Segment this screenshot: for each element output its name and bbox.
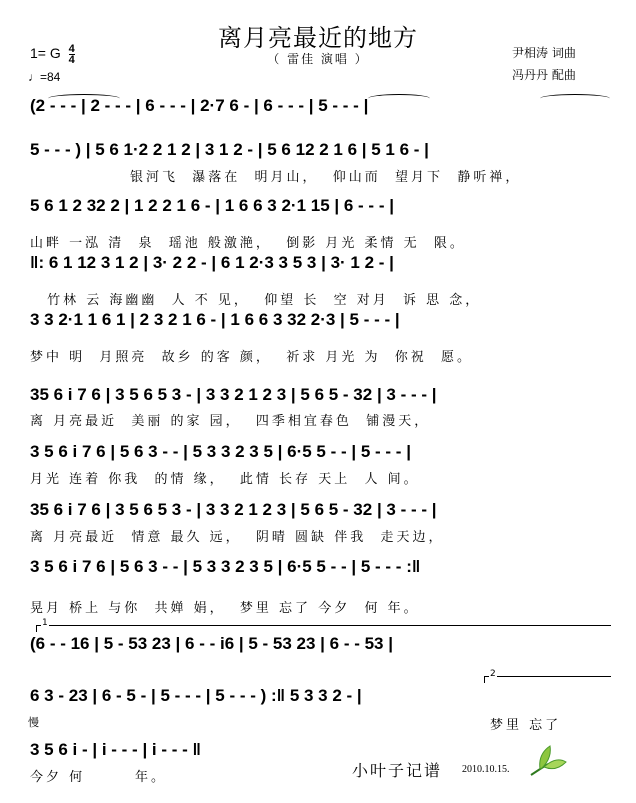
arranger: 冯丹丹 配曲: [512, 68, 576, 82]
lyric-line-7: 月光 连着 你我 的情 缘， 此情 长存 天上 人 间。: [30, 472, 420, 487]
notation-line-10: [30, 634, 610, 658]
notation-text: 3 5 6 i - | i - - - | i - - - ‖: [30, 740, 201, 759]
lyric-line-5: 梦中 明 月照亮 故乡 的客 颜， 祈求 月光 为 你祝 愿。: [30, 350, 473, 365]
quarter-note-icon: ♩: [28, 70, 40, 84]
lyric-line-2: 银河飞 瀑落在 明月山， 仰山而 望月下 静听禅，: [130, 170, 522, 185]
tempo-marking: [28, 70, 60, 84]
notation-line-4: [30, 253, 610, 277]
tie-arc: [368, 94, 430, 103]
notation-text: ‖: 6 1 12 3 1 2 | 3· 2 2 - | 6 1 2·3 3 5 3 | 3· 1 2 - |: [30, 253, 394, 272]
key-label: 1= G: [30, 45, 61, 62]
lyricist-composer: 尹相涛 词曲: [512, 46, 576, 60]
notation-line-11: [30, 686, 610, 710]
notation-text: 35 6 i 7 6 | 3 5 6 5 3 - | 3 3 2 1 2 3 | 5 6 5 - 32 | 3 - - - |: [30, 500, 437, 519]
notation-text: (2 - - - | 2 - - - | 6 - - - | 2·7 6 - | 6 - - - | 5 - - - |: [30, 96, 369, 115]
tie-arc: [540, 94, 610, 103]
time-numerator: 4: [68, 43, 75, 55]
notation-text: 6 3 - 23 | 6 - 5 - | 5 - - - | 5 - - - ) :‖ 5 3 3 2 - |: [30, 686, 362, 705]
notation-line-5: [30, 310, 610, 334]
notation-text: 3 3 2·1 1 6 1 | 2 3 2 1 6 - | 1 6 6 3 32 2·3 | 5 - - - |: [30, 310, 400, 329]
time-signature: [69, 44, 75, 65]
tie-arc: [48, 94, 120, 103]
credits: [512, 42, 576, 86]
lyric-line-4: 竹林 云 海幽幽 人 不 见， 仰望 长 空 对月 诉 思 念，: [40, 293, 482, 308]
notation-text: 5 6 1 2 32 2 | 1 2 2 1 6 - | 1 6 6 3 2·1 15 | 6 - - - |: [30, 196, 394, 215]
notation-line-3: [30, 196, 610, 220]
notation-text: 3 5 6 i 7 6 | 5 6 3 - - | 5 3 3 2 3 5 | 6·5 5 - - | 5 - - - |: [30, 442, 411, 461]
tempo-value: =84: [40, 70, 61, 84]
notation-text: 3 5 6 i 7 6 | 5 6 3 - - | 5 3 3 2 3 5 | 6·5 5 - - | 5 - - - :‖: [30, 557, 421, 576]
lyric-line-6: 离 月亮最近 美丽 的家 园， 四季相宜春色 铺漫天，: [30, 414, 431, 429]
notation-line-8: [30, 500, 610, 524]
transcription-date: 2010.10.15.: [462, 764, 510, 775]
slow-marking: 慢: [28, 716, 39, 729]
lyric-line-11: 梦里 忘了: [490, 718, 562, 733]
notation-text: 35 6 i 7 6 | 3 5 6 5 3 - | 3 3 2 1 2 3 | 5 6 5 - 32 | 3 - - - |: [30, 385, 437, 404]
song-title: 离月亮最近的地方: [218, 24, 418, 52]
lyric-line-12: 今夕 何 年。: [30, 770, 168, 785]
green-leaf-icon: [528, 742, 568, 778]
first-ending-bracket: 1: [36, 625, 611, 632]
second-ending-bracket: 2: [484, 676, 611, 683]
notation-line-7: [30, 442, 610, 466]
time-denominator: 4: [68, 54, 75, 66]
lyric-line-9: 晃月 桥上 与你 共婵 娟， 梦里 忘了 今夕 何 年。: [30, 601, 420, 616]
notation-text: 5 - - - ) | 5 6 1·2 2 1 2 | 3 1 2 - | 5 6 12 2 1 6 | 5 1 6 - |: [30, 140, 429, 159]
notation-line-6: [30, 385, 610, 409]
lyric-line-8: 离 月亮最近 情意 最久 远， 阴晴 圆缺 伴我 走天边，: [30, 530, 445, 545]
performer-subtitle: （ 雷佳 演唱 ）: [267, 52, 369, 66]
transcriber-signature: 小叶子记谱: [352, 761, 443, 780]
key-signature: [30, 44, 75, 65]
notation-line-12: [30, 740, 330, 764]
notation-line-9: [30, 557, 610, 581]
lyric-line-3: 山畔 一泓 清 泉 瑶池 般激滟， 倒影 月光 柔情 无 限。: [30, 236, 466, 251]
notation-line-2: [30, 140, 610, 164]
notation-text: (6 - - 16 | 5 - 53 23 | 6 - - i6 | 5 - 53 23 | 6 - - 53 |: [30, 634, 393, 653]
